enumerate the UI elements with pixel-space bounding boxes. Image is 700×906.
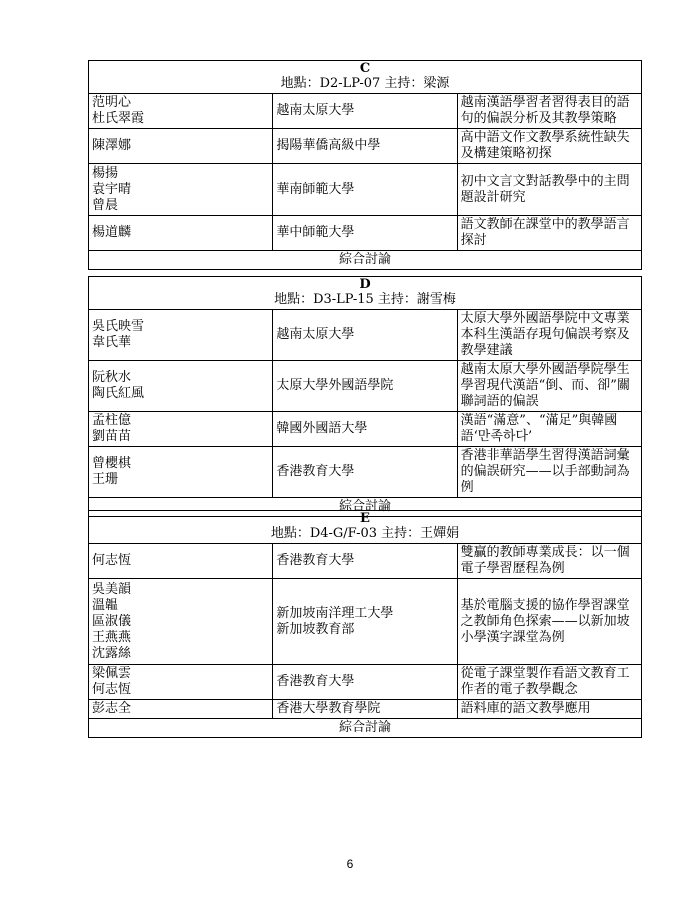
institution <box>273 310 457 361</box>
institution <box>273 447 457 498</box>
session-table-d <box>88 276 642 517</box>
institution-name: 華南師範大學 <box>276 181 355 197</box>
presenter-name: 王珊 <box>92 472 119 487</box>
presenter-names <box>89 164 273 216</box>
table-row <box>89 412 642 447</box>
table-row <box>89 310 642 361</box>
institution-name: 韓國外國語大學 <box>276 421 368 436</box>
institution-name: 新加坡教育部 <box>276 621 355 637</box>
session-header <box>89 511 642 544</box>
paper-title: 從電子課堂製作看語文教育工作者的電子教學觀念 <box>457 665 641 700</box>
institution-name: 香港教育大學 <box>276 553 355 568</box>
presenter-name: 阮秋水 <box>92 370 132 385</box>
table-row <box>89 216 642 251</box>
institution <box>273 129 457 164</box>
paper-title: 雙贏的教師專業成長：以一個電子學習歷程為例 <box>457 544 641 579</box>
paper-title: 語文教師在課堂中的教學語言探討 <box>457 216 641 251</box>
presenter-name: 袁宇晴 <box>92 181 132 197</box>
table-row <box>89 544 642 579</box>
presenter-name: 陶氏紅風 <box>92 386 145 401</box>
institution <box>273 579 457 665</box>
table-row <box>89 579 642 665</box>
presenter-name: 范明心 <box>92 95 132 110</box>
institution <box>273 700 457 719</box>
table-row <box>89 129 642 164</box>
session-location: 地點：D2-LP-07 主持：梁源 <box>280 76 450 91</box>
session-table-e <box>88 510 642 738</box>
presenter-name: 韋氏華 <box>92 335 132 350</box>
table-row <box>89 94 642 129</box>
institution-name: 香港大學教育學院 <box>276 701 381 716</box>
institution <box>273 544 457 579</box>
presenter-name: 曾櫻棋 <box>92 456 132 471</box>
presenter-names <box>89 579 273 665</box>
presenter-name: 沈露絲 <box>92 645 132 661</box>
paper-title: 基於電腦支援的協作學習課堂之教師角色探索——以新加坡小學漢字課堂為例 <box>457 579 641 665</box>
institution <box>273 412 457 447</box>
presenter-names <box>89 447 273 498</box>
paper-title: 初中文言文對話教學中的主問題設計研究 <box>457 164 641 216</box>
presenter-names <box>89 544 273 579</box>
session-location: 地點：D3-LP-15 主持：謝雪梅 <box>274 292 456 307</box>
session-header <box>89 277 642 310</box>
presenter-name: 彭志全 <box>92 701 132 716</box>
presenter-name: 陳澤娜 <box>92 138 132 153</box>
presenter-name: 曾晨 <box>92 197 119 213</box>
presenter-names <box>89 129 273 164</box>
session-letter: E <box>360 511 370 526</box>
session-letter: C <box>359 61 371 76</box>
presenter-name: 劉苗苗 <box>92 429 132 444</box>
table-row <box>89 447 642 498</box>
page-number: 6 <box>346 857 354 871</box>
presenter-name: 王燕燕 <box>92 629 132 645</box>
presenter-name: 楊揚 <box>92 165 119 181</box>
general-discussion: 綜合討論 <box>89 719 642 738</box>
table-row <box>89 700 642 719</box>
presenter-name: 何志恆 <box>92 682 132 697</box>
session-table-c <box>88 60 642 270</box>
paper-title: 越南太原大學外國語學院學生學習現代漢語“倒、而、卻”關聯詞語的偏誤 <box>457 361 641 412</box>
institution-name: 揭陽華僑高級中學 <box>276 138 381 153</box>
institution-name: 香港教育大學 <box>276 464 355 479</box>
presenter-name: 溫韞 <box>92 597 119 613</box>
presenter-name: 杜氏翠霞 <box>92 111 145 126</box>
paper-title: 香港非華語學生習得漢語詞彙的偏誤研究——以手部動詞為例 <box>457 447 641 498</box>
presenter-names <box>89 310 273 361</box>
presenter-name: 吳氏映雪 <box>92 319 145 334</box>
institution-name: 華中師範大學 <box>276 225 355 240</box>
presenter-name: 孟柱億 <box>92 413 132 428</box>
presenter-name: 何志恆 <box>92 553 132 568</box>
presenter-name: 吳美韻 <box>92 581 132 597</box>
presenter-names <box>89 361 273 412</box>
paper-title: 語料庫的語文教學應用 <box>457 700 641 719</box>
presenter-name: 楊道麟 <box>92 225 132 240</box>
institution <box>273 361 457 412</box>
institution-name: 越南太原大學 <box>276 327 355 342</box>
institution <box>273 216 457 251</box>
paper-title: 漢語“滿意”、“滿足”與韓國語‘만족하다’ <box>457 412 641 447</box>
presenter-name: 區淑儀 <box>92 613 132 629</box>
presenter-names <box>89 700 273 719</box>
institution <box>273 665 457 700</box>
institution <box>273 164 457 216</box>
presenter-names <box>89 412 273 447</box>
session-letter: D <box>359 277 371 292</box>
presenter-names <box>89 94 273 129</box>
institution <box>273 94 457 129</box>
table-row <box>89 361 642 412</box>
table-row <box>89 164 642 216</box>
paper-title: 越南漢語學習者習得表目的語句的偏誤分析及其教學策略 <box>457 94 641 129</box>
institution-name: 太原大學外國語學院 <box>276 378 394 393</box>
presenter-name: 梁佩雲 <box>92 666 132 681</box>
institution-name: 新加坡南洋理工大學 <box>276 605 394 621</box>
presenter-names <box>89 216 273 251</box>
session-header <box>89 61 642 94</box>
presenter-names <box>89 665 273 700</box>
session-location: 地點：D4-G/F-03 主持：王嬋娟 <box>270 526 460 541</box>
general-discussion: 綜合討論 <box>89 251 642 270</box>
general-discussion: 綜合討論 <box>89 498 642 517</box>
table-row <box>89 665 642 700</box>
paper-title: 太原大學外國語學院中文專業本科生漢語存現句偏誤考察及教學建議 <box>457 310 641 361</box>
institution-name: 香港教育大學 <box>276 674 355 689</box>
institution-name: 越南太原大學 <box>276 103 355 118</box>
paper-title: 高中語文作文教學系統性缺失及構建策略初探 <box>457 129 641 164</box>
